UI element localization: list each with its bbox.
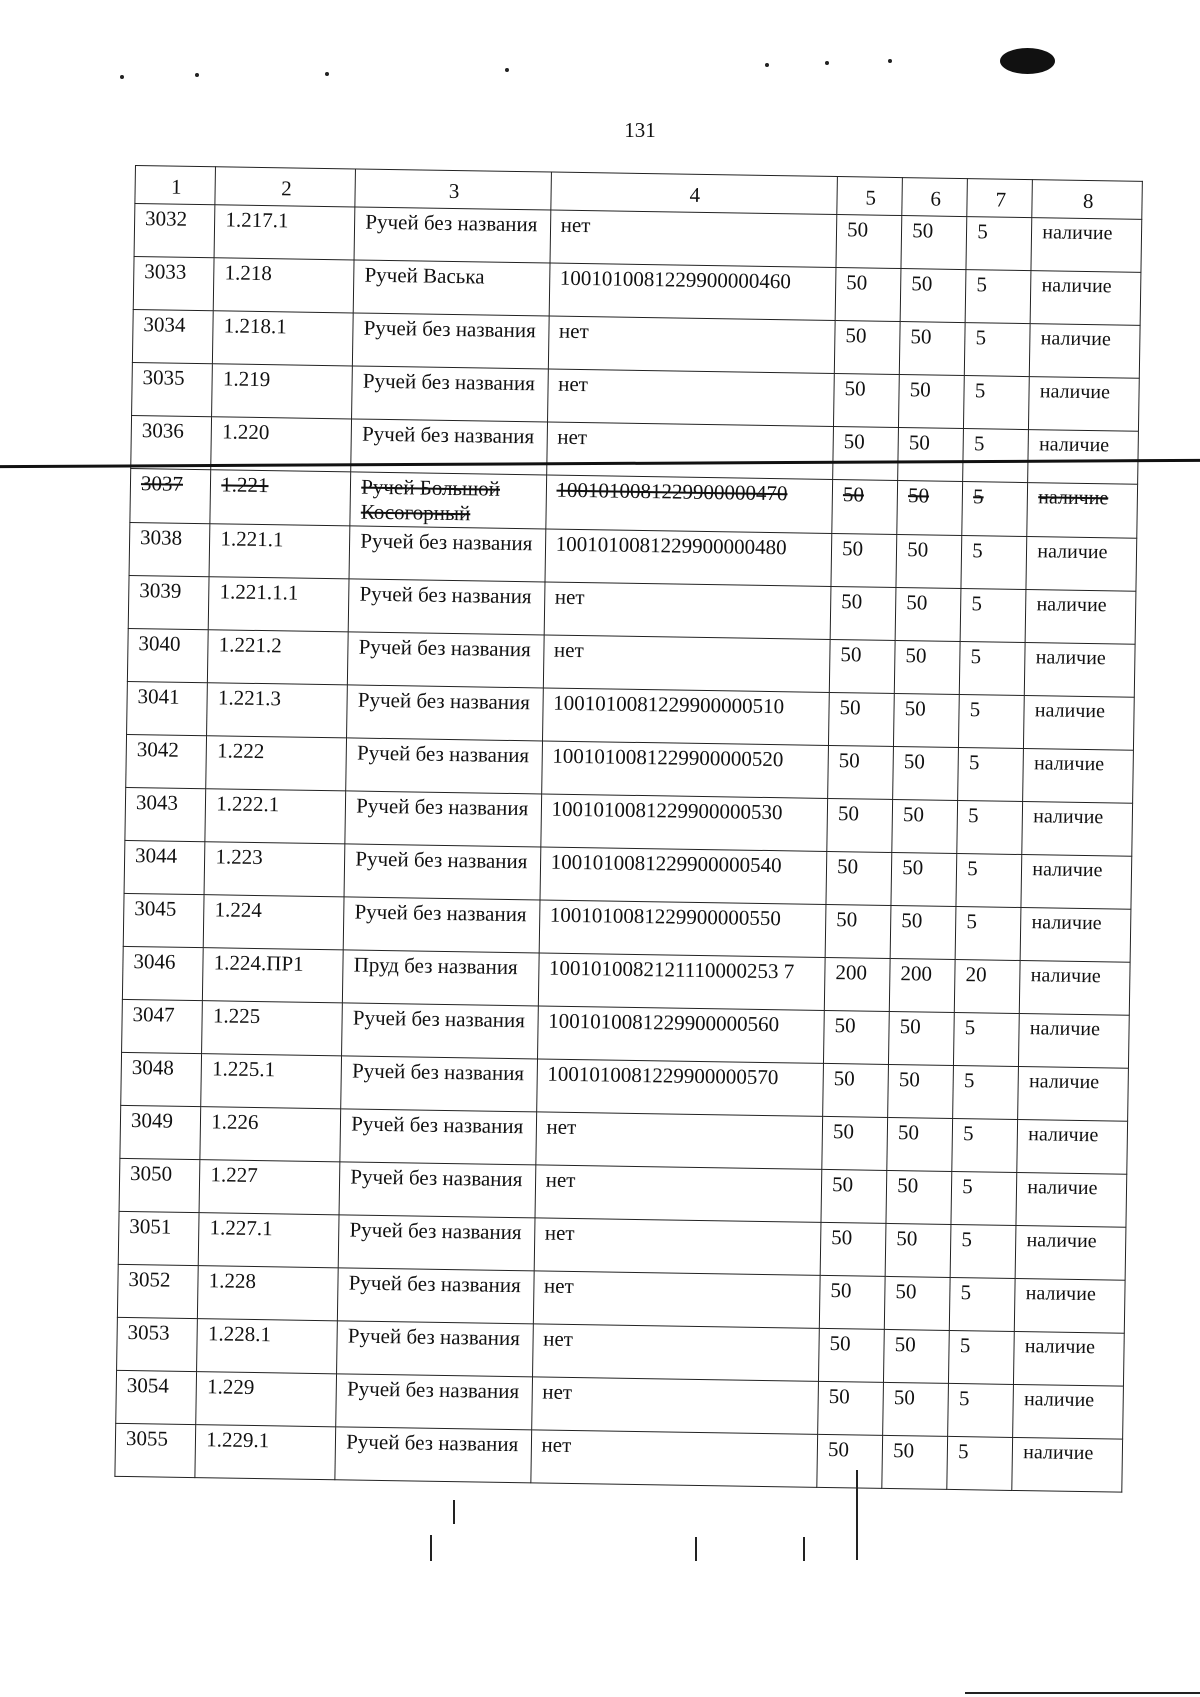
table-cell-col-3: Ручей без названия	[338, 1268, 534, 1324]
table-cell-col-2: 1.221.2	[208, 630, 349, 685]
table-cell-col-5: 50	[826, 852, 892, 906]
table-cell-col-3: Пруд без названия	[343, 950, 539, 1006]
table-cell-col-8: наличие	[1016, 1173, 1126, 1228]
table-cell-col-5: 200	[824, 958, 890, 1012]
table-cell-col-7: 5	[962, 482, 1028, 537]
table-cell-col-8: наличие	[1014, 1332, 1124, 1387]
table-cell-col-7: 5	[964, 376, 1030, 430]
table-cell-col-2: 1.221	[210, 470, 351, 527]
table-cell-col-5: 50	[833, 427, 899, 481]
scan-mark	[453, 1500, 455, 1524]
table-cell-col-2: 1.229	[196, 1372, 337, 1427]
table-cell-col-1: 3049	[120, 1106, 201, 1160]
table-cell-col-7: 5	[947, 1437, 1013, 1491]
table-cell-col-4: нет	[546, 422, 833, 479]
header-col-4: 4	[550, 172, 837, 214]
table-cell-col-1: 3035	[132, 362, 213, 416]
header-col-3: 3	[355, 169, 551, 210]
table-cell-col-4: нет	[532, 1324, 819, 1381]
table-cell-col-6: 50	[889, 1012, 955, 1066]
table-cell-col-7: 5	[959, 695, 1025, 749]
table-cell-col-4: 1001010081229900000480	[545, 529, 832, 586]
table-cell-col-7: 5	[953, 1066, 1019, 1120]
table-cell-col-3: Ручей без названия	[338, 1215, 534, 1271]
table-cell-col-1: 3039	[128, 576, 209, 630]
table-cell-col-2: 1.225.1	[201, 1054, 342, 1109]
table-cell-col-2: 1.224.ПР1	[203, 948, 344, 1003]
table-cell-col-5: 50	[832, 479, 898, 534]
table-cell-col-2: 1.226	[200, 1107, 341, 1162]
table-cell-col-7: 5	[960, 642, 1026, 696]
table-cell-col-6: 50	[899, 322, 965, 376]
table-cell-col-3: Ручей без названия	[344, 844, 540, 900]
ink-blot	[1000, 48, 1055, 74]
table-cell-col-3: Ручей без названия	[342, 1003, 538, 1059]
table-body	[115, 204, 1142, 1493]
table-cell-col-8: наличие	[1019, 1014, 1129, 1069]
table-cell-col-4: нет	[548, 316, 835, 373]
table-cell-col-5: 50	[829, 693, 895, 747]
table-cell-col-5: 50	[829, 640, 895, 694]
table-cell-col-4: 1001010082121110000253 7	[538, 953, 825, 1010]
table-cell-col-6: 50	[896, 535, 962, 589]
table-cell-col-2: 1.227	[199, 1160, 340, 1215]
table-cell-col-5: 50	[825, 905, 891, 959]
table-cell-col-6: 50	[895, 588, 961, 642]
table-cell-col-8: наличие	[1024, 696, 1134, 751]
table-cell-col-3: Ручей Большой Косогорный	[350, 472, 546, 529]
table-cell-col-4: нет	[535, 1165, 822, 1222]
header-col-7: 7	[967, 179, 1033, 218]
table-cell-col-5: 50	[819, 1329, 885, 1383]
table-cell-col-2: 1.223	[204, 842, 345, 897]
table-cell-col-1: 3054	[116, 1371, 197, 1425]
table-cell-col-6: 50	[884, 1277, 950, 1331]
table-cell-col-7: 5	[954, 1013, 1020, 1067]
table-cell-col-8: наличие	[1021, 855, 1131, 910]
table-cell-col-4: нет	[534, 1218, 821, 1275]
scan-mark	[965, 1692, 1200, 1694]
table-cell-col-2: 1.222.1	[205, 789, 346, 844]
table-cell-col-2: 1.220	[211, 417, 352, 472]
table-cell-col-7: 5	[955, 907, 1021, 961]
table-cell-col-8: наличие	[1025, 590, 1135, 645]
table-cell-col-4: нет	[531, 1377, 818, 1434]
table-cell-col-5: 50	[824, 1011, 890, 1065]
table-cell-col-2: 1.225	[202, 1001, 343, 1056]
table-cell-col-8: наличие	[1031, 218, 1141, 273]
table-cell-col-1: 3044	[124, 841, 205, 895]
table-cell-col-7: 5	[950, 1225, 1016, 1279]
table-cell-col-4: нет	[533, 1271, 820, 1328]
table-cell-col-7: 5	[956, 854, 1022, 908]
header-col-8: 8	[1032, 180, 1142, 220]
table-cell-col-2: 1.221.1.1	[209, 577, 350, 632]
table-cell-col-1: 3042	[126, 735, 207, 789]
table-cell-col-3: Ручей без названия	[351, 419, 547, 475]
table-cell-col-6: 50	[897, 481, 963, 536]
table-cell-col-3: Ручей без названия	[339, 1162, 535, 1218]
table-cell-col-1: 3033	[133, 256, 214, 310]
header-col-2: 2	[215, 167, 356, 207]
table-cell-col-3: Ручей без названия	[346, 738, 542, 794]
table-cell-col-1: 3032	[134, 204, 215, 258]
table-cell-col-6: 50	[883, 1383, 949, 1437]
scan-mark	[430, 1535, 432, 1561]
table-cell-col-4: нет	[535, 1112, 822, 1169]
table-cell-col-6: 50	[885, 1224, 951, 1278]
table-cell-col-6: 50	[887, 1118, 953, 1172]
table-cell-col-4: 1001010081229900000530	[540, 794, 827, 851]
scan-mark	[803, 1537, 805, 1561]
table-cell-col-3: Ручей без названия	[348, 579, 544, 635]
table-cell-col-6: 50	[898, 428, 964, 482]
table-cell-col-7: 5	[958, 748, 1024, 802]
table-cell-col-7: 5	[966, 217, 1032, 271]
table-cell-col-2: 1.221.1	[209, 524, 350, 579]
table-cell-col-8: наличие	[1020, 908, 1130, 963]
table-cell-col-7: 20	[955, 960, 1021, 1014]
table-cell-col-2: 1.221.3	[207, 683, 348, 738]
table-cell-col-3: Ручей без названия	[340, 1109, 536, 1165]
header-col-6: 6	[902, 178, 968, 217]
table-cell-col-2: 1.222	[206, 736, 347, 791]
table-cell-col-3: Ручей без названия	[349, 526, 545, 582]
table-cell-col-2: 1.218.1	[213, 311, 354, 366]
table-cell-col-5: 50	[831, 534, 897, 588]
table-cell-col-3: Ручей без названия	[345, 791, 541, 847]
table-cell-col-7: 5	[957, 801, 1023, 855]
table-cell-col-6: 50	[891, 853, 957, 907]
table-cell-col-4: 1001010081229900000510	[542, 688, 829, 745]
table-cell-col-7: 5	[952, 1119, 1018, 1173]
table-cell-col-5: 50	[820, 1223, 886, 1277]
table-cell-col-1: 3053	[117, 1318, 198, 1372]
table-cell-col-4: 1001010081229900000560	[537, 1006, 824, 1063]
table-cell-col-6: 50	[899, 375, 965, 429]
page-number: 131	[624, 118, 656, 142]
table-cell-col-1: 3051	[118, 1212, 199, 1266]
table-cell-col-1: 3045	[123, 894, 204, 948]
table-cell-col-7: 5	[965, 323, 1031, 377]
table-cell-col-5: 50	[828, 746, 894, 800]
table-cell-col-4: нет	[547, 369, 834, 426]
table-cell-col-1: 3048	[121, 1053, 202, 1107]
table-cell-col-2: 1.227.1	[199, 1213, 340, 1268]
table-cell-col-1: 3037	[130, 468, 211, 524]
table-cell-col-2: 1.224	[204, 895, 345, 950]
table-cell-col-5: 50	[836, 215, 902, 269]
table-cell-col-1: 3038	[129, 523, 210, 577]
table-cell-col-6: 50	[882, 1436, 948, 1490]
table-cell-col-5: 50	[817, 1435, 883, 1489]
table-cell-col-5: 50	[834, 374, 900, 428]
table-cell-col-8: наличие	[1029, 377, 1139, 432]
table-cell-col-7: 5	[951, 1172, 1017, 1226]
table-cell-col-6: 50	[900, 269, 966, 323]
table-cell-col-7: 5	[948, 1384, 1014, 1438]
table-cell-col-5: 50	[835, 268, 901, 322]
table-cell-col-8: наличие	[1028, 430, 1138, 485]
table-cell-col-6: 50	[893, 747, 959, 801]
table-cell-col-8: наличие	[1018, 1067, 1128, 1122]
table-cell-col-5: 50	[834, 321, 900, 375]
table-cell-col-7: 5	[965, 270, 1031, 324]
table-cell-col-4: 1001010081229900000460	[549, 263, 836, 320]
table-cell-col-3: Ручей без названия	[343, 897, 539, 953]
scan-mark	[856, 1470, 858, 1560]
table-cell-col-6: 50	[894, 694, 960, 748]
table-cell-col-8: наличие	[1027, 483, 1138, 539]
table-cell-col-3: Ручей без названия	[335, 1427, 531, 1483]
table-cell-col-4: нет	[530, 1430, 817, 1487]
table-cell-col-1: 3040	[127, 629, 208, 683]
table-cell-col-3: Ручей без названия	[337, 1321, 533, 1377]
table-cell-col-8: наличие	[1023, 749, 1133, 804]
scan-mark	[695, 1537, 697, 1561]
table-cell-col-6: 50	[886, 1171, 952, 1225]
table-cell-col-3: Ручей без названия	[341, 1056, 537, 1112]
table-cell-col-3: Ручей без названия	[347, 685, 543, 741]
table-cell-col-1: 3041	[127, 682, 208, 736]
table-cell-col-6: 50	[890, 906, 956, 960]
table-cell-col-1: 3036	[131, 415, 212, 469]
table-cell-col-8: наличие	[1025, 643, 1135, 698]
table-cell-col-4: нет	[543, 635, 830, 692]
table-cell-col-5: 50	[827, 799, 893, 853]
table-cell-col-3: Ручей без названия	[353, 313, 549, 369]
table-cell-col-1: 3052	[117, 1265, 198, 1319]
table-cell-col-1: 3034	[132, 309, 213, 363]
header-col-1: 1	[135, 166, 216, 205]
table-cell-col-1: 3043	[125, 788, 206, 842]
table-cell-col-8: наличие	[1022, 802, 1132, 857]
table-cell-col-4: нет	[550, 210, 837, 267]
table-cell-col-8: наличие	[1012, 1438, 1122, 1493]
header-col-5: 5	[837, 177, 903, 216]
table-cell-col-8: наличие	[1017, 1120, 1127, 1175]
table-cell-col-6: 50	[894, 641, 960, 695]
table-cell-col-2: 1.229.1	[195, 1425, 336, 1480]
table-cell-col-6: 50	[888, 1065, 954, 1119]
table-cell-col-3: Ручей без названия	[354, 207, 550, 263]
table-cell-col-4: 1001010081229900000540	[540, 847, 827, 904]
table-cell-col-6: 200	[889, 959, 955, 1013]
table-cell-col-2: 1.217.1	[214, 205, 355, 260]
table-cell-col-8: наличие	[1013, 1385, 1123, 1440]
table-cell-col-2: 1.228	[198, 1266, 339, 1321]
table-cell-col-3: Ручей без названия	[352, 366, 548, 422]
table-cell-col-5: 50	[830, 587, 896, 641]
table-cell-col-4: 1001010081229900000570	[536, 1059, 823, 1116]
table-cell-col-5: 50	[823, 1064, 889, 1118]
table-cell-col-7: 5	[963, 429, 1029, 483]
table-cell-col-8: наличие	[1030, 324, 1140, 379]
table-cell-col-5: 50	[818, 1382, 884, 1436]
table-cell-col-6: 50	[884, 1330, 950, 1384]
table-cell-col-6: 50	[892, 800, 958, 854]
table-cell-col-6: 50	[901, 216, 967, 270]
table-cell-col-2: 1.219	[212, 364, 353, 419]
table-cell-col-2: 1.228.1	[197, 1319, 338, 1374]
table-cell-col-4: 1001010081229900000470	[545, 475, 832, 534]
table-cell-col-5: 50	[822, 1117, 888, 1171]
register-table	[114, 165, 1142, 1493]
table-cell-col-1: 3047	[122, 1000, 203, 1054]
table-cell-col-1: 3046	[122, 947, 203, 1001]
register-table-wrapper	[114, 165, 1142, 1493]
table-cell-col-4: 1001010081229900000550	[539, 900, 826, 957]
table-cell-col-3: Ручей без названия	[348, 632, 544, 688]
table-cell-col-7: 5	[960, 589, 1026, 643]
table-cell-col-3: Ручей без названия	[336, 1374, 532, 1430]
table-cell-col-4: 1001010081229900000520	[541, 741, 828, 798]
table-cell-col-8: наличие	[1015, 1279, 1125, 1334]
table-cell-col-5: 50	[819, 1276, 885, 1330]
table-cell-col-3: Ручей Васька	[353, 260, 549, 316]
table-cell-col-1: 3055	[115, 1424, 196, 1478]
table-cell-col-7: 5	[950, 1278, 1016, 1332]
table-cell-col-8: наличие	[1020, 961, 1130, 1016]
table-cell-col-7: 5	[961, 536, 1027, 590]
table-cell-col-5: 50	[821, 1170, 887, 1224]
table-cell-col-1: 3050	[119, 1159, 200, 1213]
table-cell-col-2: 1.218	[214, 258, 355, 313]
table-cell-col-8: наличие	[1015, 1226, 1125, 1281]
table-cell-col-4: нет	[544, 582, 831, 639]
table-cell-col-8: наличие	[1026, 537, 1136, 592]
table-cell-col-8: наличие	[1030, 271, 1140, 326]
table-cell-col-7: 5	[949, 1331, 1015, 1385]
